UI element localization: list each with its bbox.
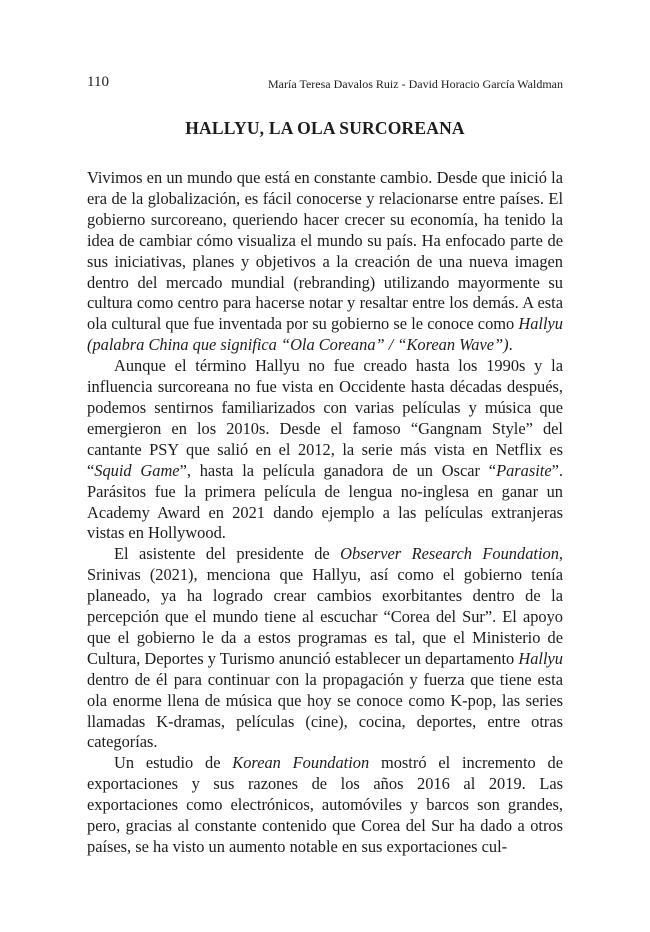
observer-research-foundation: Observer Research Foundation: [340, 544, 559, 564]
paragraph-3-part-c: , Srinivas (2021), menciona que Hallyu, así como el gobierno tenía planeado, ya ha logrado crear cambios exorbitantes dentro de la percepción que el mundo tiene al escuchar “Corea del Sur”. El apoyo que el gobierno le da a estos programas es tal, que el Ministerio de Cultura, Deportes y Turismo anunció establecer un departamento: [87, 544, 563, 668]
section-title: HALLYU, LA OLA SURCOREANA: [185, 118, 465, 138]
paragraph-4: [87, 753, 563, 858]
korean-foundation: Korean Foundation: [232, 753, 370, 773]
paragraph-2: [87, 356, 563, 544]
paragraph-3-part-e: dentro de él para continuar con la propagación y fuerza que tiene esta ola enorme llena de música que hoy se conoce como K-pop, las series llamadas K-dramas, películas (cine), cocina, deportes, entre otras categorías.: [87, 669, 563, 752]
paragraph-1-end: .: [508, 335, 513, 355]
paragraph-2-part-c: ”, hasta la película ganadora de un Oscar “: [179, 460, 497, 480]
paragraph-4-part-c: mostró el incremento de exportaciones y sus razones de los años 2016 al 2019. Las exportaciones como electrónicos, automóviles y barcos son grandes, pero, gracias al constante contenido que Corea del Sur ha dado a otros países, se ha visto un aumento notable en sus exportaciones cul-: [87, 753, 563, 856]
paragraph-1-text: Vivimos en un mundo que está en constante cambio. Desde que inició la era de la globalización, es fácil conocerse y relacionarse entre países. El gobierno surcoreano, queriendo hacer crecer su economía, ha tenido la idea de cambiar cómo visualiza el mundo su país. Ha enfocado parte de sus iniciativas, planes y objetivos a la creación de una nueva imagen dentro del mercado mundial (rebranding) utilizando mayormente su cultura como centro para hacerse notar y resaltar entre los demás. A esta ola cultural que fue inventada por su gobierno se le conoce como: [87, 168, 563, 334]
page-number: 110: [87, 74, 109, 90]
body-text: [87, 168, 563, 858]
hallyu-definition: Hallyu (palabra China que significa “Ola Coreana” / “Korean Wave”): [87, 314, 563, 355]
paragraph-2-part-a: Aunque el término Hallyu no fue creado hasta los 1990s y la influencia surcoreana no fue vista en Occidente hasta décadas después, podemos sentirnos familiarizados con varias películas y música que emergieron en los 2010s. Desde el famoso “Gangnam Style” del cantante PSY que salió en el 2012, la serie más vista en Netflix es “: [87, 356, 563, 480]
parasite-title: Parasite: [496, 460, 552, 480]
paragraph-4-part-a: Un estudio de: [114, 753, 233, 773]
squid-game-title: Squid Game: [94, 460, 180, 480]
paragraph-2-part-e: ”. Parásitos fue la primera película de lengua no-inglesa en ganar un Academy Award en 2021 dando ejemplo a las películas extranjeras vistas en Hollywood.: [87, 460, 564, 543]
paragraph-3: [87, 544, 563, 753]
paragraph-1: [87, 168, 563, 356]
running-head-authors: María Teresa Davalos Ruiz - David Horacio García Waldman: [268, 77, 563, 91]
hallyu-department: Hallyu: [518, 648, 563, 668]
paragraph-3-part-a: El asistente del presidente de: [114, 544, 341, 564]
